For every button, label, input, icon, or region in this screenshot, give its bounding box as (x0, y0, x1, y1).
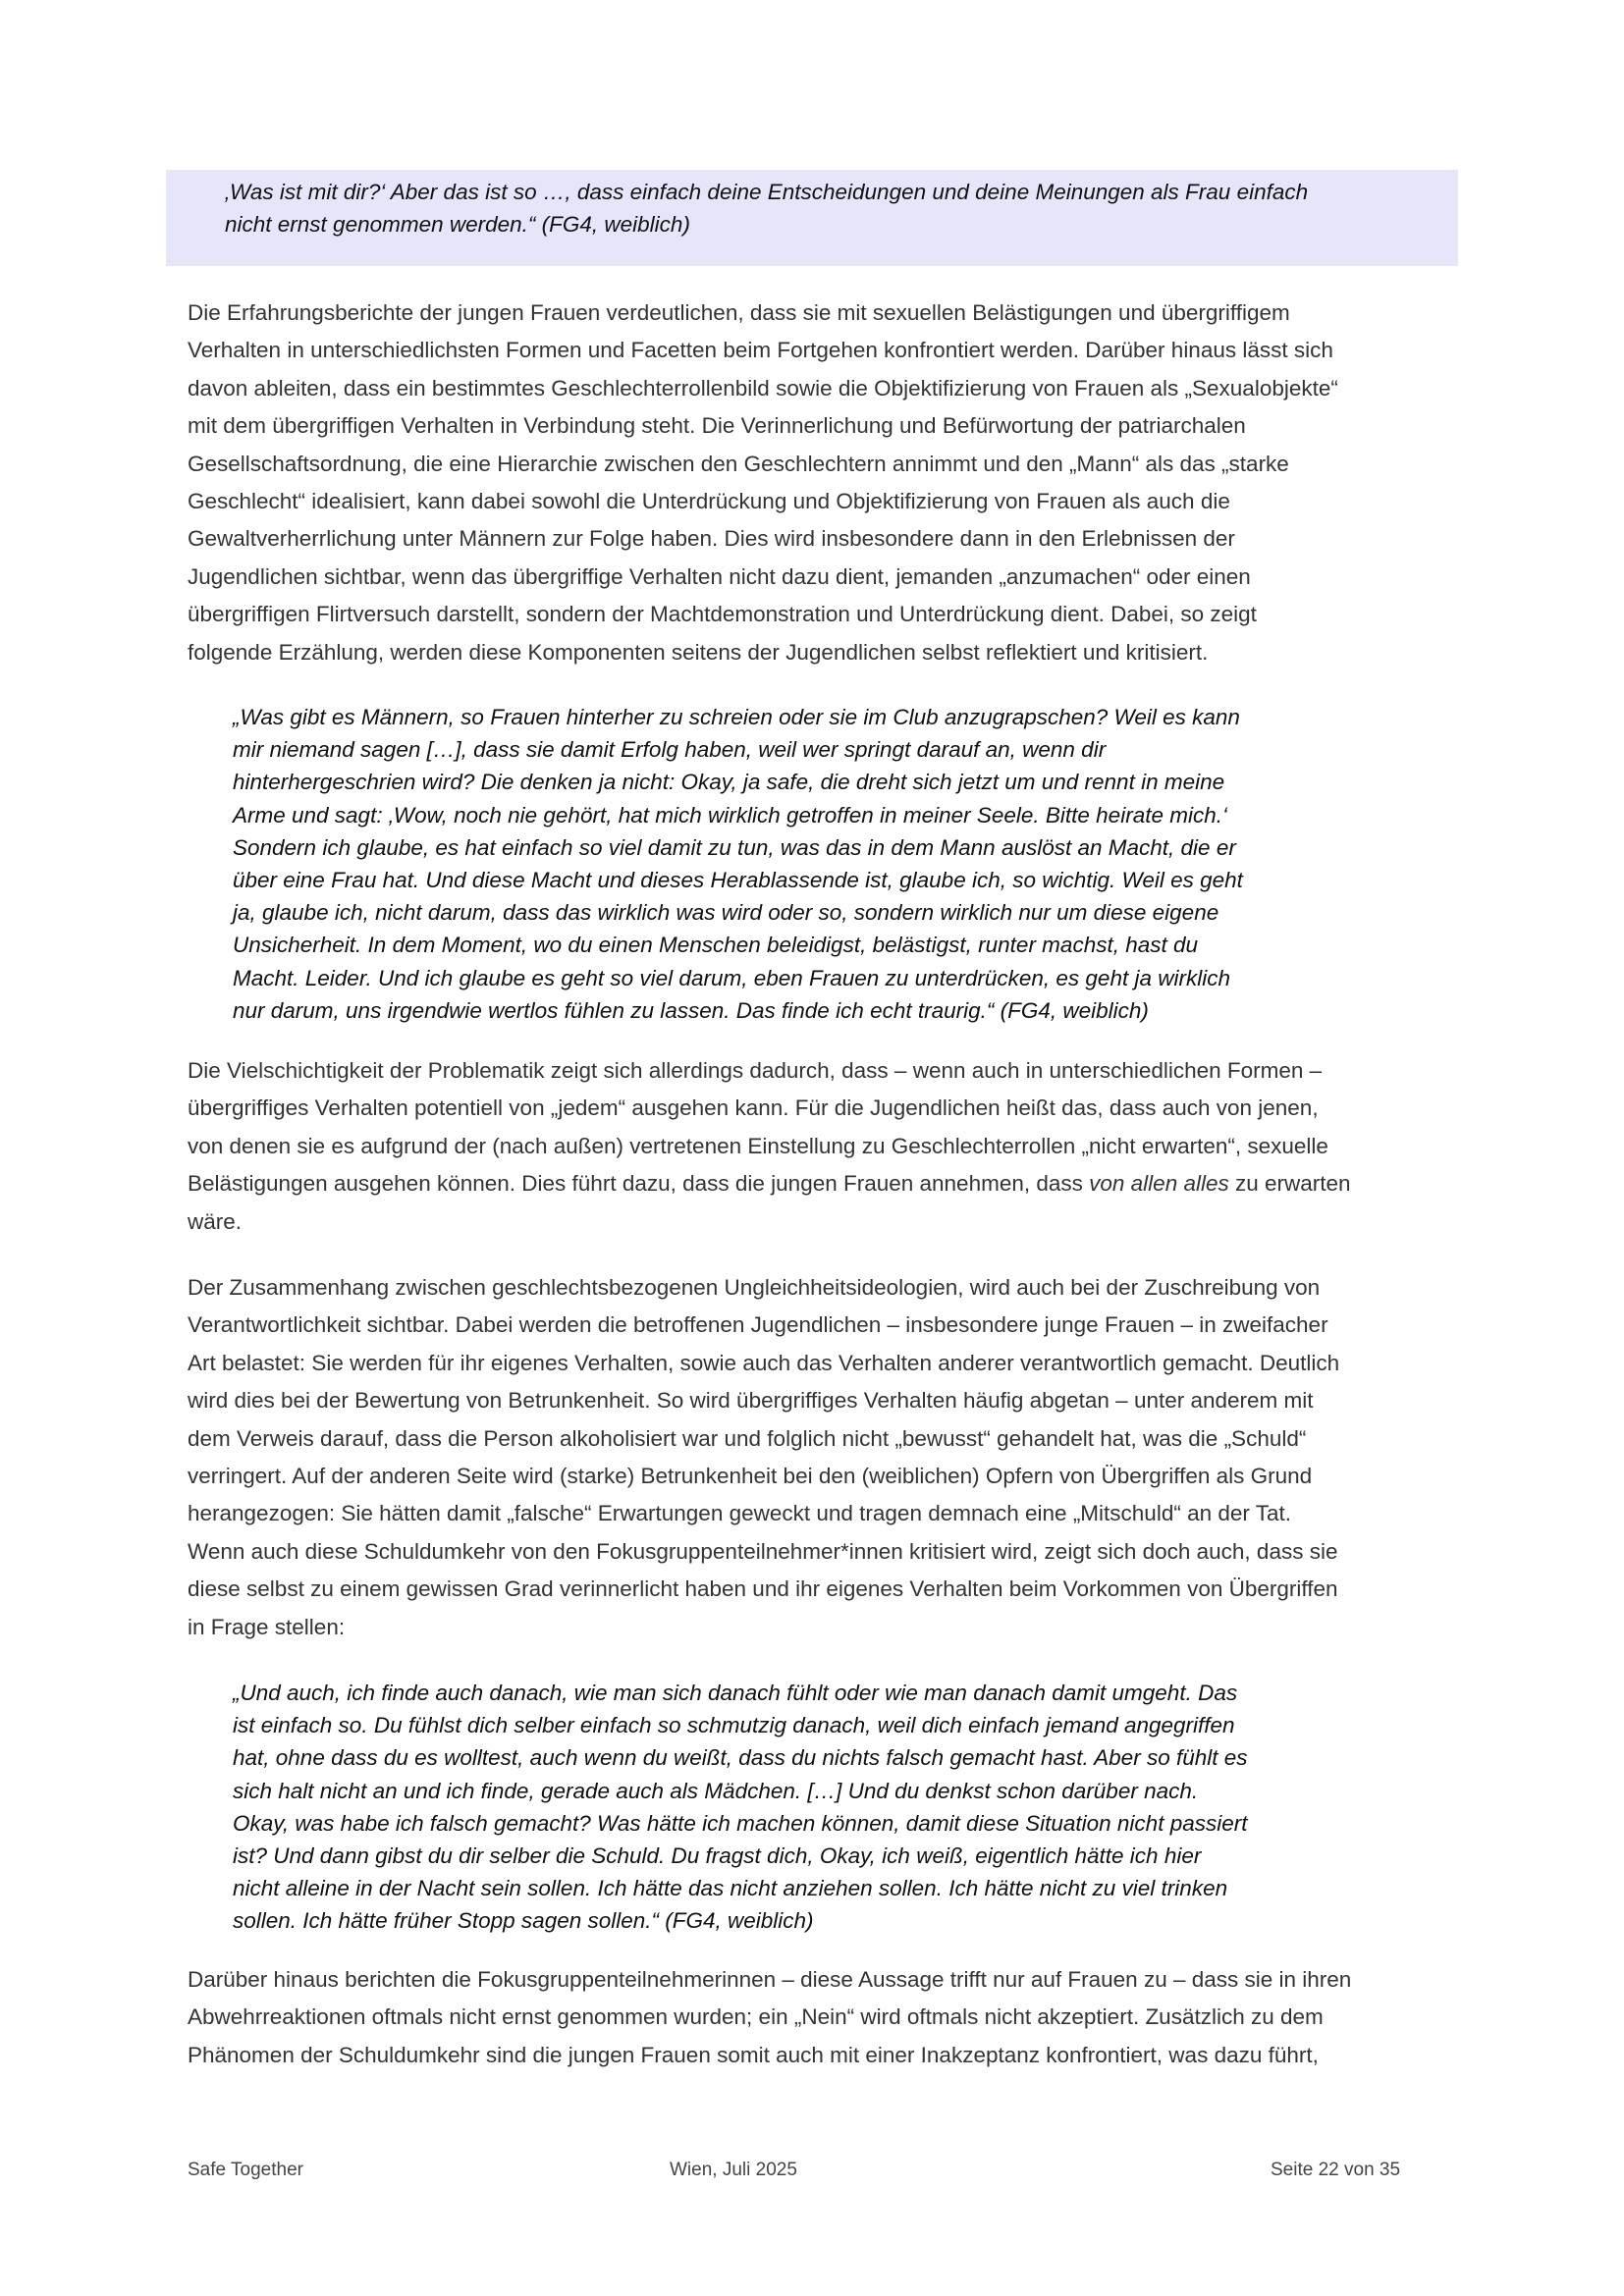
emphasized-text: von allen alles (1089, 1171, 1229, 1197)
text-line: Phänomen der Schuldumkehr sind die jungen Frauen somit auch mit einer Inakzeptanz konfrontiert, was dazu führt, (188, 2042, 1319, 2067)
quote-line: ja, glaube ich, nicht darum, dass das wirklich was wird oder so, sondern wirklich nur um diese eigene (233, 900, 1219, 926)
text-line: herangezogen: Sie hätten damit „falsche“ Erwartungen geweckt und tragen demnach eine „Mitschuld“ an der Tat. (188, 1501, 1291, 1526)
quote-line: ‚Was ist mit dir?‘ Aber das ist so …, dass einfach deine Entscheidungen und deine Meinungen als Frau einfach (225, 180, 1309, 204)
text-line: Die Vielschichtigkeit der Problematik zeigt sich allerdings dadurch, dass – wenn auch in unterschiedlichen Formen – (188, 1058, 1323, 1083)
footer-date: Wien, Juli 2025 (670, 2160, 797, 2180)
quote-line: „Was gibt es Männern, so Frauen hinterher zu schreien oder sie im Club anzugrapschen? Weil es kann (233, 705, 1240, 729)
block-quote-3 (233, 1677, 1362, 1938)
text-line: Art belastet: Sie werden für ihr eigenes Verhalten, sowie auch das Verhalten anderer verantwortlich gemacht. Deutlich (188, 1350, 1340, 1375)
quote-line: ist einfach so. Du fühlst dich selber einfach so schmutzig danach, weil dich einfach jemand angegriffen (233, 1713, 1235, 1738)
text-line: Jugendlichen sichtbar, wenn das übergriffige Verhalten nicht dazu dient, jemanden „anzumachen“ oder einen (188, 563, 1251, 589)
paragraph-3 (188, 1269, 1464, 1646)
page-number: Seite 22 von 35 (1271, 2160, 1401, 2180)
quote-line: Unsicherheit. In dem Moment, wo du einen Menschen beleidigst, belästigst, runter machst, hast du (233, 933, 1199, 958)
paragraph-1 (188, 294, 1464, 671)
text-line: wäre. (188, 1208, 243, 1234)
quote-line: nicht alleine in der Nacht sein sollen. Ich hätte das nicht anziehen sollen. Ich hätte nicht zu viel trinken (233, 1876, 1228, 1901)
quote-line: Macht. Leider. Und ich glaube es geht so viel darum, eben Frauen zu unterdrücken, es geht ja wirklich (233, 965, 1230, 990)
quote-line: hat, ohne dass du es wolltest, auch wenn du weißt, dass du nichts falsch gemacht hast. Aber so fühlt es (233, 1745, 1248, 1771)
text-line: Gewaltverherrlichung unter Männern zur Folge haben. Dies wird insbesondere dann in den Erlebnissen der (188, 526, 1235, 552)
text-line: Verantwortlichkeit sichtbar. Dabei werden die betroffenen Jugendlichen – insbesondere junge Frauen – in zweifacher (188, 1312, 1328, 1338)
text-line: Der Zusammenhang zwischen geschlechtsbezogenen Ungleichheitsideologien, wird auch bei der Zuschreibung von (188, 1275, 1321, 1300)
paragraph-2 (188, 1052, 1464, 1241)
text-line: diese selbst zu einem gewissen Grad verinnerlicht haben und ihr eigenes Verhalten beim Vorkommen von Übergriffen (188, 1576, 1338, 1602)
text-line: wird dies bei der Bewertung von Betrunkenheit. So wird übergriffiges Verhalten häufig abgetan – unter anderem mit (188, 1388, 1314, 1414)
text-line: Wenn auch diese Schuldumkehr von den Fokusgruppenteilnehmer*innen kritisiert wird, zeigt sich doch auch, dass sie (188, 1538, 1338, 1564)
quote-line: ist? Und dann gibst du dir selber die Schuld. Du fragst dich, Okay, ich weiß, eigentlich hätte ich hier (233, 1843, 1202, 1869)
text-line: Abwehrreaktionen oftmals nicht ernst genommen wurden; ein „Nein“ wird oftmals nicht akzeptiert. Zusätzlich zu dem (188, 2004, 1324, 2030)
text-line: Darüber hinaus berichten die Fokusgruppenteilnehmerinnen – diese Aussage trifft nur auf Frauen zu – dass sie in ihren (188, 1967, 1352, 1992)
text-line: dem Verweis darauf, dass die Person alkoholisiert war und folglich nicht „bewusst“ gehandelt hat, was die „Schuld“ (188, 1425, 1307, 1451)
text-line: Geschlecht“ idealisiert, kann dabei sowohl die Unterdrückung und Objektifizierung von Frauen als auch die (188, 489, 1230, 514)
text-line: Die Erfahrungsberichte der jungen Frauen verdeutlichen, dass sie mit sexuellen Belästigungen und übergriffigem (188, 300, 1290, 325)
footer-left: Safe Together (188, 2160, 303, 2180)
text-line (188, 1165, 1464, 1202)
text-line: übergriffigen Flirtversuch darstellt, sondern der Machtdemonstration und Unterdrückung dient. Dabei, so zeigt (188, 602, 1257, 627)
text-line: mit dem übergriffigen Verhalten in Verbindung steht. Die Verinnerlichung und Befürwortung der patriarchalen (188, 413, 1246, 439)
text-line: in Frage stellen: (188, 1614, 346, 1639)
text-line: übergriffiges Verhalten potentiell von „jedem“ ausgehen kann. Für die Jugendlichen heißt das, dass auch von jenen, (188, 1095, 1319, 1121)
text-line: folgende Erzählung, werden diese Komponenten seitens der Jugendlichen selbst reflektiert und kritisiert. (188, 639, 1209, 665)
block-quote-2 (233, 701, 1362, 1027)
text-line: Gesellschaftsordnung, die eine Hierarchie zwischen den Geschlechtern annimmt und den „Mann“ als das „starke (188, 451, 1289, 476)
quote-line: nicht ernst genommen werden.“ (FG4, weiblich) (225, 212, 690, 237)
text-segment: Belästigungen ausgehen können. Dies führt dazu, dass die jungen Frauen annehmen, dass (188, 1171, 1090, 1197)
quote-line: mir niemand sagen […], dass sie damit Erfolg haben, weil wer springt darauf an, wenn dir (233, 737, 1107, 763)
text-line: verringert. Auf der anderen Seite wird (starke) Betrunkenheit bei den (weiblichen) Opfern von Übergriffen als Grund (188, 1464, 1313, 1489)
quote-line: Sondern ich glaube, es hat einfach so viel damit zu tun, was das in dem Mann auslöst an Macht, die er (233, 834, 1236, 860)
text-segment: zu erwarten (1228, 1171, 1351, 1197)
quote-line: „Und auch, ich finde auch danach, wie man sich danach fühlt oder wie man danach damit umgeht. Das (233, 1681, 1238, 1705)
text-line: von denen sie es aufgrund der (nach außen) vertretenen Einstellung zu Geschlechterrollen „nicht erwarten“, sexuelle (188, 1133, 1328, 1158)
quote-line: sich halt nicht an und ich finde, gerade auch als Mädchen. […] Und du denkst schon darüber nach. (233, 1778, 1199, 1803)
quote-line: über eine Frau hat. Und diese Macht und dieses Herablassende ist, glaube ich, so wichtig. Weil es geht (233, 868, 1243, 893)
quote-line: Okay, was habe ich falsch gemacht? Was hätte ich machen können, damit diese Situation nicht passiert (233, 1810, 1248, 1836)
text-line: davon ableiten, dass ein bestimmtes Geschlechterrollenbild sowie die Objektifizierung von Frauen als „Sexualobjekte“ (188, 375, 1338, 400)
quote-line: Arme und sagt: ‚Wow, noch nie gehört, hat mich wirklich getroffen in meiner Seele. Bitte heirate mich.‘ (233, 802, 1227, 828)
text-line: Verhalten in unterschiedlichsten Formen und Facetten beim Fortgehen konfrontiert werden. Darüber hinaus lässt sich (188, 338, 1333, 363)
paragraph-4 (188, 1961, 1464, 2074)
highlighted-quote (166, 170, 1458, 266)
quote-line: nur darum, uns irgendwie wertlos fühlen zu lassen. Das finde ich echt traurig.“ (FG4, weiblich) (233, 997, 1149, 1023)
quote-line: hinterhergeschrien wird? Die denken ja nicht: Okay, ja safe, die dreht sich jetzt um und rennt in meine (233, 770, 1225, 795)
quote-line: sollen. Ich hätte früher Stopp sagen sollen.“ (FG4, weiblich) (233, 1908, 814, 1934)
